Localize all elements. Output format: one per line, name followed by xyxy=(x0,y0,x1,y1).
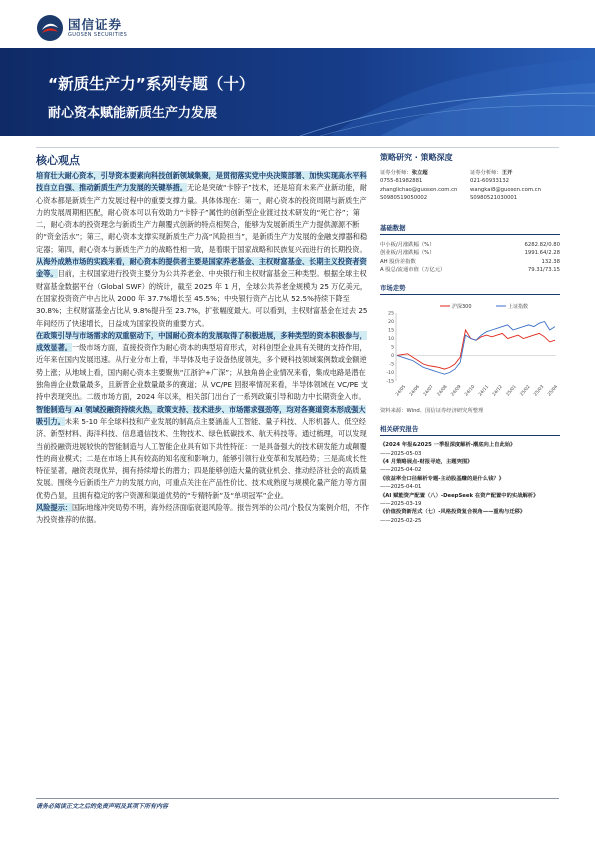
basic-data-value: 132.38 xyxy=(541,258,560,265)
chart-y-tick-label: 5 xyxy=(391,345,394,351)
basic-data-table xyxy=(380,241,560,274)
chart-x-tick-label: 24/06 xyxy=(408,384,421,398)
chart-y-tick-label: -10 xyxy=(386,371,394,377)
analyst-block xyxy=(380,169,560,221)
chart-y-tick-label: 15 xyxy=(388,328,394,334)
related-reports-list xyxy=(380,441,560,525)
chart-series-line-csi300 xyxy=(397,330,555,369)
analyst-name: 张立超 xyxy=(411,170,428,176)
risk-warning xyxy=(36,502,370,527)
analyst-email[interactable]: zhanglichao@guosen.com.cn xyxy=(380,186,458,193)
chart-x-tick-label: 25/01 xyxy=(505,384,518,398)
related-report-item[interactable] xyxy=(380,475,560,492)
chart-x-tick-label: 25/02 xyxy=(519,384,532,398)
sidebar xyxy=(380,152,560,525)
related-reports-title: 相关研究报告 xyxy=(380,424,560,436)
logo-english-name: GUOSEN SECURITIES xyxy=(68,32,128,38)
chart-y-tick-label: 20 xyxy=(388,320,394,326)
core-paragraph xyxy=(36,170,370,256)
chart-y-tick-label: 10 xyxy=(388,337,394,343)
paragraph-body: 无论是突破“卡脖子”技术，还是培育未来产业新动能，耐心资本都是新质生产力发展过程中的重要支撑力量。具体体现在：第一，耐心资本的投资周期与新质生产力的发展周期相匹配，耐心资本可以有效助力“卡脖子”属性的创新型企业渡过技术研发的“死亡谷”；第二，耐心资本的投资理念与新质生产力颠覆式创新的特点相契合，能够为发展新质生产力提供源源不断的“资金活水”；第三，耐心资本支撑实现新质生产力高“风险担当”，是新质生产力发展的金融支撑器和稳定器；第四，耐心资本与新质生产力的战略性相一致，是着眼于国家战略和民族复兴而进行的长期投资。 xyxy=(36,183,368,254)
related-report-item[interactable] xyxy=(380,441,560,458)
chart-x-tick-label: 25/03 xyxy=(533,384,546,398)
chart-y-tick-label: 25 xyxy=(388,311,394,317)
related-report-date: ——2025-04-01 xyxy=(380,484,422,491)
logo-chinese-name: 国信证券 xyxy=(68,17,123,32)
basic-data-row xyxy=(380,249,560,257)
footer-divider xyxy=(36,798,559,799)
core-paragraph xyxy=(36,404,370,502)
market-trend-svg xyxy=(380,299,560,403)
chart-x-tick-label: 25/04 xyxy=(547,384,560,398)
related-report-date: ——2025-02-25 xyxy=(380,517,422,524)
chart-y-tick-label: -15 xyxy=(386,379,394,385)
related-report-title: 《4 月策略展点-财报寻迹，主题突围》 xyxy=(380,459,473,465)
strategy-heading: 策略研究 · 策略深度 xyxy=(380,153,453,162)
analyst-phone: 021-60933132 xyxy=(470,178,509,185)
chart-legend-label: 上证指数 xyxy=(508,304,529,311)
basic-data-value: 79.31/73.15 xyxy=(527,266,560,273)
chart-x-tick-label: 24/08 xyxy=(436,384,449,398)
paragraph-lead: 在政策引导与市场需求的双重驱动下，中国耐心资本的发展取得了积极进展，多种类型的资本积极参与，成效显著。 xyxy=(36,330,367,353)
basic-data-label: 中小板/月涨跌幅（%） xyxy=(380,242,435,248)
paragraph-body: 目前，主权国家进行投资主要分为公共养老金、中央银行和主权财富基金三种类型。根据全球主权财富基金数据平台（Global SWF）的统计，截至 2025 年 1 月，全球公共养老金规模为 25 万亿美元，在国家投资资产中占比从 2000 年 37.7%增长至 45.5%；中央银行资产占比从 52.5%持续下降至 30.8%；主权财富基金占比从 9.8%提升至 23.7%，扩张幅度最大。可以看到，主权财富基金在过去 25 年间经历了快速增长，日益成为国家投资的重要方式。 xyxy=(36,269,368,328)
paragraph-lead: 智能制造与 AI 领域投融资持续火热，政策支持、技术进步、市场需求强劲等，均对各赛道资本形成强大吸引力。 xyxy=(36,404,366,426)
related-report-item[interactable] xyxy=(380,508,560,525)
analyst-label: 证券分析师： xyxy=(470,170,502,176)
paragraph-body: 未来 5-10 年全球科技和产业发展的制高点主要涵盖人工智能、量子科技、人形机器人、低空经济、新型材料、海洋科技、信息通信技术、生物技术、绿色低碳技术、航天科技等。通过梳理，可以发现当前投融资进展较快的智能制造与人工智能企业具有如下共性特征：一是具备强大的技术研发能力或颠覆性的商业模式；二是在市场上具有较高的知名度和影响力，能够引领行业变革和发展趋势；三是高成长性特征显著，融资表现优异，拥有持续增长的潜力；四是能够创造大量的就业机会、推动经济社会的高质量发展。围绕今后新质生产力的发展方向，可重点关注在产品性价比、技术成熟度与规模化量产能力等方面优势凸显，且拥有稳定的客户资源和渠道优势的“专精特新”及“单项冠军”企业。 xyxy=(36,416,367,500)
related-report-item[interactable] xyxy=(380,492,560,509)
chart-x-tick-label: 24/07 xyxy=(422,384,435,398)
guosen-logo xyxy=(36,12,176,46)
analyst-name: 王开 xyxy=(501,170,513,176)
chart-legend-label: 沪深300 xyxy=(452,304,472,311)
chart-x-tick-label: 24/05 xyxy=(395,384,408,398)
basic-data-row xyxy=(380,241,560,249)
chart-x-tick-label: 24/10 xyxy=(464,384,477,398)
guosen-logo-icon xyxy=(36,14,64,42)
related-report-date: ——2025-03-19 xyxy=(380,501,422,508)
chart-x-tick-label: 24/09 xyxy=(450,384,463,398)
related-report-date: ——2025-05-03 xyxy=(380,450,422,457)
analyst-phone: 0755-81982881 xyxy=(380,178,423,185)
basic-data-title: 基础数据 xyxy=(380,223,560,235)
core-paragraph xyxy=(36,256,370,330)
analyst-card xyxy=(470,169,562,203)
analyst-label: 证券分析师： xyxy=(380,170,412,176)
chart-y-tick-label: 0 xyxy=(391,354,394,360)
chart-x-tick-label: 24/11 xyxy=(478,384,491,398)
core-viewpoint-body xyxy=(36,170,370,527)
report-title: “新质生产力”系列专题（十） xyxy=(48,75,255,93)
chart-source-note: 资料来源：Wind、国信证券经济研究所整理 xyxy=(380,408,484,415)
basic-data-value: 6282.82/0.80 xyxy=(524,242,560,248)
basic-data-row xyxy=(380,266,560,274)
report-subtitle: 耐心资本赋能新质生产力发展 xyxy=(48,106,218,121)
analyst-title xyxy=(380,169,472,177)
basic-data-label: A 股总/流通市值（万亿元） xyxy=(380,266,446,273)
analyst-title xyxy=(470,169,562,177)
related-report-title: 《AI 赋能资产配置（八）-DeepSeek 在资产配置中的实战解析》 xyxy=(380,492,539,499)
basic-data-row xyxy=(380,258,560,266)
header-divider xyxy=(36,147,559,148)
basic-data-label: AH 股价差指数 xyxy=(380,258,416,265)
analyst-email[interactable]: wangkai8@guosen.com.cn xyxy=(470,186,541,193)
paragraph-lead: 从海外成熟市场的实践来看，耐心资本的提供者主要是国家养老基金、主权财富基金、长期主义投资者资金等。 xyxy=(36,257,367,279)
core-viewpoint-heading: 核心观点 xyxy=(36,154,80,167)
market-trend-title: 市场走势 xyxy=(380,283,560,295)
analyst-certificate: S0980519050002 xyxy=(380,195,428,202)
market-trend-chart xyxy=(380,299,560,403)
related-report-title: 《价值投资新范式（七）-风格投资复合视角——重构与迁移》 xyxy=(380,509,526,516)
chart-y-tick-label: -5 xyxy=(389,362,394,368)
paragraph-lead: 培育壮大耐心资本，引导资本要素向科技创新领域集聚，是贯彻落实党中央决策部署、加快实现高水平科技自立自强、推动新质生产力发展的关键举措。 xyxy=(36,171,367,193)
related-report-date: ——2025-04-02 xyxy=(380,467,422,474)
analyst-card xyxy=(380,169,472,203)
paragraph-body: 一级市场方面，直接投资作为耐心资本的典型培育形式，对科创型企业具有关键的支持作用，近年来在国内发展迅速。从行业分布上看，半导体及电子设备热度领先，多个硬科技领域案例数或金额逆势上涨；从地域上看，国内耐心资本主要聚焦“江浙沪+广深”；从独角兽企业情况来看，集成电路是潜在独角兽企业数量最多，且新晋企业数量最多的赛道；从 VC/PE 回报率情况来看，半导体领域在 VC/PE 支持中表现突出。二级市场方面，2024 年以来，相关部门出台了一系列政策引导和助力中长期资金入市。 xyxy=(36,343,368,402)
chart-x-tick-label: 24/12 xyxy=(491,384,504,398)
chart-series-line-sse xyxy=(397,322,555,375)
analyst-certificate: S0980521030001 xyxy=(470,195,518,202)
related-report-item[interactable] xyxy=(380,458,560,475)
basic-data-value: 1991.64/2.28 xyxy=(524,250,560,257)
footer-disclaimer: 请务必阅读正文之后的免责声明及其项下所有内容 xyxy=(36,803,169,810)
core-paragraph xyxy=(36,330,370,404)
basic-data-label: 创业板/月涨跌幅（%） xyxy=(380,250,435,257)
paragraph-lead: 风险提示： xyxy=(36,503,72,513)
related-report-title: 《2024 年报&2025 一季报深度解析-潮底向上自此始》 xyxy=(380,442,516,449)
paragraph-body: 国际地缘冲突局势不明，海外经济面临衰退风险等。报告列举的公司/个股仅为案例介绍，不作为投资推荐的依据。 xyxy=(36,503,370,525)
related-report-title: 《收益率全口径解析专题-主动股基赚的是什么钱？》 xyxy=(380,475,505,482)
